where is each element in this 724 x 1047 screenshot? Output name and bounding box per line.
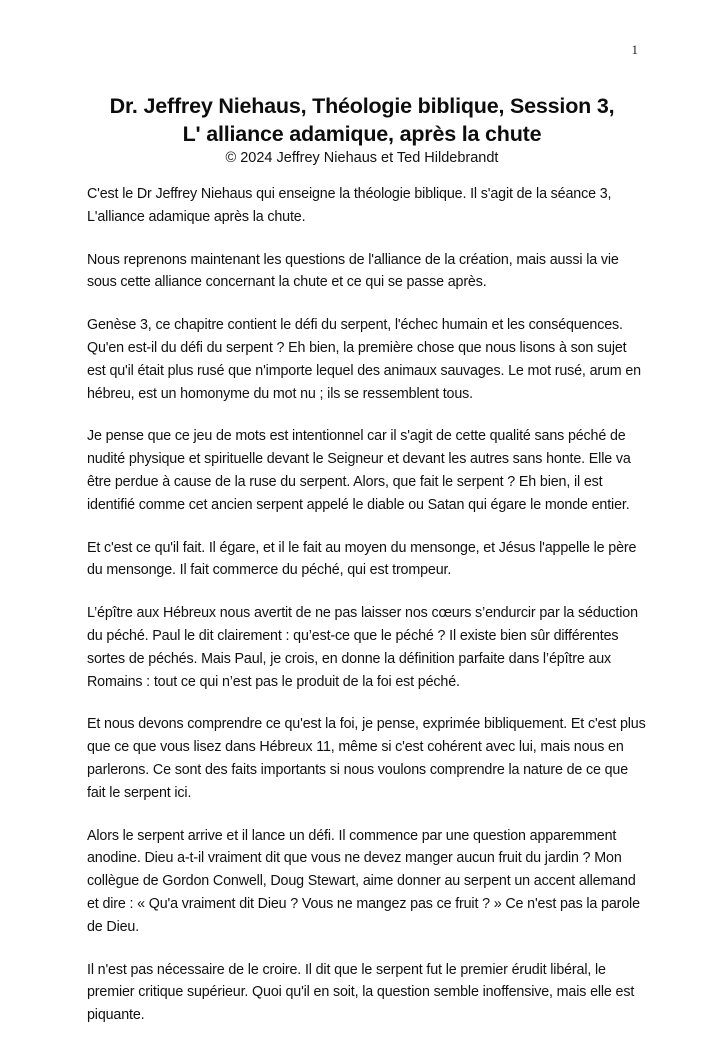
page-number: 1 xyxy=(631,42,638,57)
paragraph-9: Il n'est pas nécessaire de le croire. Il dit que le serpent fut le premier érudit libéral, le premier critique supérieur. Quoi qu'il en soit, la question semble inoffensive, mais elle est piquante. xyxy=(87,961,635,1024)
paragraph-4: Je pense que ce jeu de mots est intentionnel car il s'agit de cette qualité sans péché de nudité physique et spirituelle devant le Seigneur et devant les autres sans honte. Elle va être perdue à cause de la ruse du serpent. Alors, que fait le serpent ? Eh bien, il est identifié comme cet ancien serpent appelé le diable ou Satan qui égare le monde entier. xyxy=(87,428,631,513)
paragraph-6: L’épître aux Hébreux nous avertit de ne pas laisser nos cœurs s’endurcir par la séduction du péché. Paul le dit clairement : qu’est-ce que le péché ? Il existe bien sûr différentes sortes de péchés. Mais Paul, je crois, en donne la définition parfaite dans l’épître aux Romains : tout ce qui n’est pas le produit de la foi est péché. xyxy=(87,605,638,690)
document-body xyxy=(87,183,647,1047)
paragraph-3: Genèse 3, ce chapitre contient le défi du serpent, l'échec humain et les conséquences. Qu'en est-il du défi du serpent ? Eh bien, la première chose que nous lisons à son sujet est qu'il était plus rusé que n'importe lequel des animaux sauvages. Le mot rusé, arum en hébreu, est un homonyme du mot nu ; ils se ressemblent tous. xyxy=(87,317,641,402)
paragraph-1: C'est le Dr Jeffrey Niehaus qui enseigne la théologie biblique. Il s'agit de la séance 3, L'alliance adamique après la chute. xyxy=(87,186,612,225)
document-header xyxy=(0,92,724,168)
title-line-1: Dr. Jeffrey Niehaus, Théologie biblique, Session 3, xyxy=(109,94,615,118)
paragraph-2: Nous reprenons maintenant les questions de l'alliance de la création, mais aussi la vie sous cette alliance concernant la chute et ce qui se passe après. xyxy=(87,251,619,291)
paragraph-8: Alors le serpent arrive et il lance un défi. Il commence par une question apparemment anodine. Dieu a-t-il vraiment dit que vous ne devez manger aucun fruit du jardin ? Mon collègue de Gordon Conwell, Doug Stewart, aime donner au serpent un accent allemand et dire : « Qu'a vraiment dit Dieu ? Vous ne mangez pas ce fruit ? » Ce n'est pas la parole de Dieu. xyxy=(87,827,640,935)
title-line-2: L' alliance adamique, après la chute xyxy=(182,122,542,146)
paragraph-7: Et nous devons comprendre ce qu'est la foi, je pense, exprimée bibliquement. Et c'est plus que ce que vous lisez dans Hébreux 11, même si c'est cohérent avec lui, mais nous en parlerons. Ce sont des faits importants si nous voulons comprendre la nature de ce que fait le serpent ici. xyxy=(87,716,646,801)
paragraph-5: Et c'est ce qu'il fait. Il égare, et il le fait au moyen du mensonge, et Jésus l'appelle le père du mensonge. Il fait commerce du péché, qui est trompeur. xyxy=(87,539,637,579)
copyright-notice: © 2024 Jeffrey Niehaus et Ted Hildebrandt xyxy=(225,150,499,166)
